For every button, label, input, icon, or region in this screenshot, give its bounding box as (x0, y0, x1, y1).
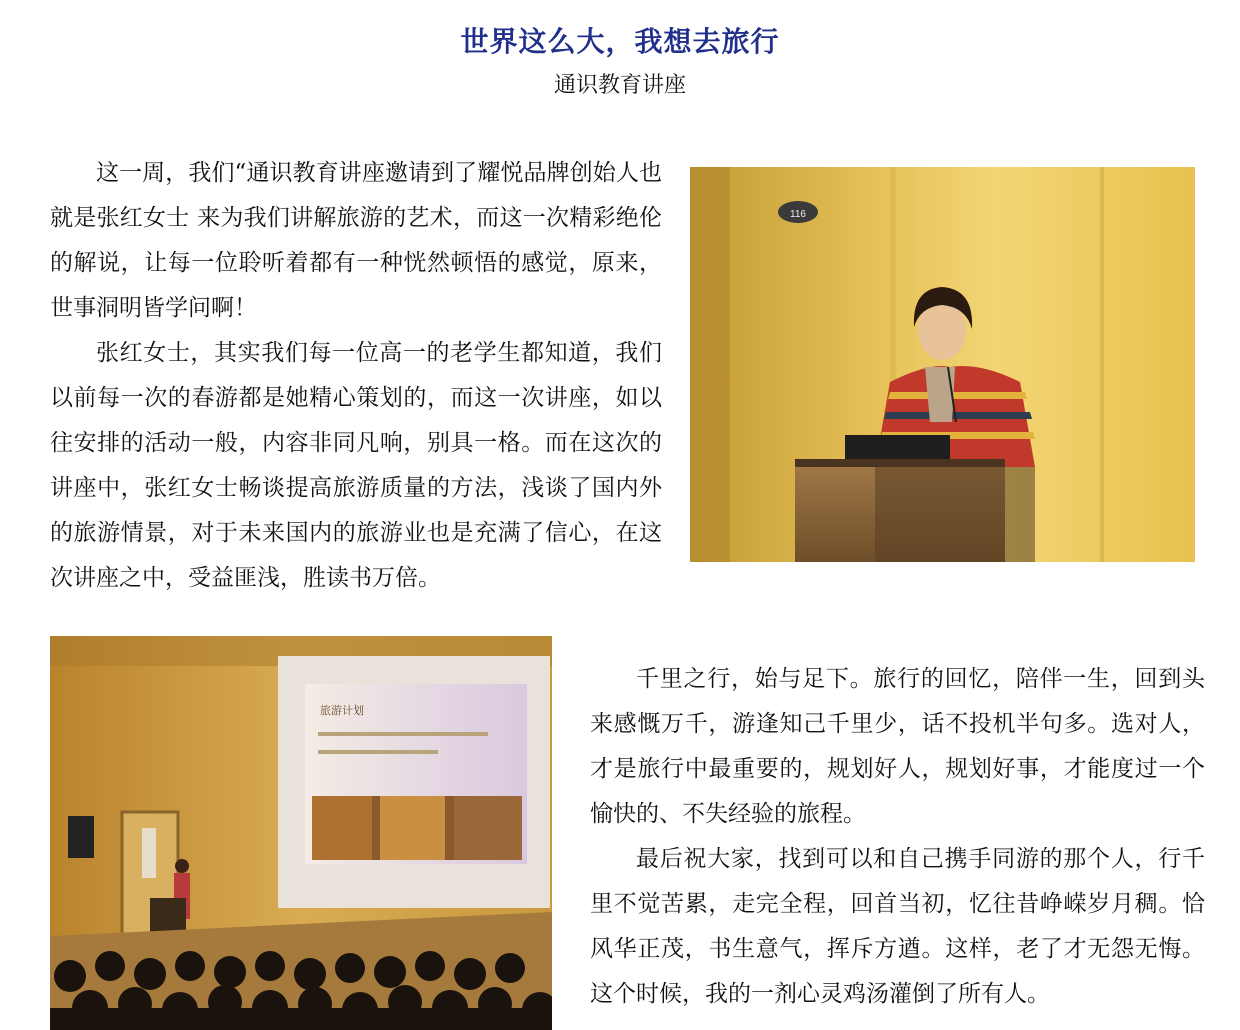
loudspeaker (68, 816, 94, 858)
paragraph: 千里之行，始与足下。旅行的回忆，陪伴一生，回到头来感慨万千，游逢知己千里少，话不投机半句多。选对人，才是旅行中最重要的，规划好人，规划好事，才能度过一个愉快的、不失经验的旅程。 (590, 666, 1205, 827)
photo-lecture-hall (50, 636, 552, 1030)
paragraph: 这一周，我们“通识教育讲座邀请到了耀悦品牌创始人也就是张红女士 来为我们讲解旅游的艺术，而这一次精彩绝伦的解说，让每一位聆听着都有一种恍然顿悟的感觉，原来，世事洞明皆学问啊！ (50, 160, 662, 321)
slide-heading: 旅游计划 (320, 704, 364, 717)
laptop (845, 435, 950, 461)
page-title: 世界这么大，我想去旅行 (460, 25, 780, 58)
paragraph: 最后祝大家，找到可以和自己携手同游的那个人，行千里不觉苦累，走完全程，回首当初，忆往昔峥嵘岁月稠。恰风华正茂，书生意气，挥斥方遒。这样，老了才无怨无悔。这个时候，我的一剂心灵鸡汤灌倒了所有人。 (590, 846, 1205, 1007)
article-block-2 (590, 657, 1205, 1017)
door-sign (778, 201, 818, 223)
page-subtitle: 通识教育讲座 (553, 73, 686, 98)
article-block-1 (50, 151, 662, 601)
photo-speaker-at-podium (690, 167, 1195, 562)
paragraph: 张红女士，其实我们每一位高一的老学生都知道，我们以前每一次的春游都是她精心策划的，而这一次讲座，如以往安排的活动一般，内容非同凡响，别具一格。而在这次的讲座中，张红女士畅谈提高旅游质量的方法，浅谈了国内外的旅游情景，对于未来国内的旅游业也是充满了信心，在这次讲座之中，受益匪浅，胜读书万倍。 (50, 340, 662, 591)
door-sign-number: 116 (790, 209, 806, 220)
